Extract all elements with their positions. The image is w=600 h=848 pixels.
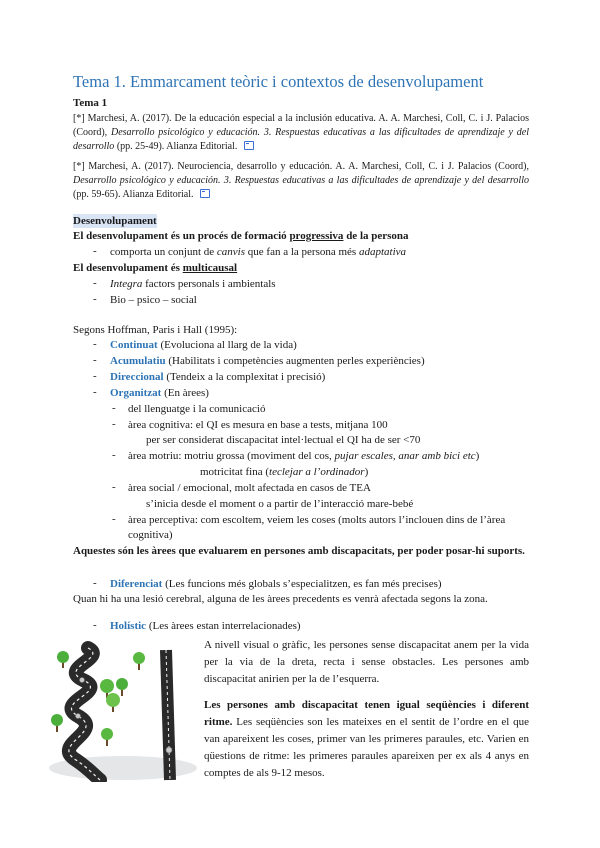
section-heading: Desenvolupament (73, 215, 157, 227)
feature-text: (En àrees) (161, 387, 209, 399)
feature-organitzat (110, 386, 209, 400)
bullet-dash: - (93, 245, 97, 257)
page-title: Tema 1. Emmarcament teòric i contextos de desenvolupament (73, 72, 484, 91)
list-item (110, 277, 276, 291)
reference-1-pages: (pp. 25-49). Alianza Editorial. (116, 141, 238, 152)
area-text: àrea motriu: motriu grossa (moviment del cos, (128, 450, 335, 462)
definition-progressive (73, 229, 409, 243)
definition-multicausal (73, 261, 237, 275)
definition-text: El desenvolupament és (73, 262, 183, 274)
bullet-dash: - (112, 481, 116, 493)
feature-label: Direccional (110, 371, 164, 383)
feature-text: (Evoluciona al llarg de la vida) (157, 339, 297, 351)
item-text: comporta un conjunt de (110, 246, 217, 258)
bullet-dash: - (112, 449, 116, 461)
definition-text: de la persona (343, 230, 409, 242)
feature-label: Organitzat (110, 387, 162, 399)
subtitle: Tema 1 (73, 97, 108, 109)
keyword-adaptativa: adaptativa (358, 246, 407, 258)
bullet-dash: - (93, 577, 97, 589)
bullet-dash: - (112, 513, 116, 525)
reference-1-book: Desarrollo psicológico y educación. 3. Respuestas educativas a las dificultades de aprendizaje y del desarrollo (73, 127, 530, 152)
feature-text: (Les àrees estan interrelacionades) (146, 620, 301, 632)
area-cognitive: àrea cognitiva: el QI es mesura en base a tests, mitjana 100 (128, 419, 388, 431)
feature-label: Diferenciat (110, 578, 163, 590)
tree-icon (57, 651, 69, 668)
roads-illustration (48, 640, 198, 782)
area-text: ) (475, 450, 480, 462)
item-text: que fan a la persona més (245, 246, 359, 258)
roads-image (48, 640, 198, 782)
tree-icon (51, 714, 63, 732)
definition-text: El desenvolupament és un procés de formació (73, 230, 290, 242)
area-example: pujar escales, anar amb bici etc (334, 450, 476, 462)
marker-icon (166, 747, 172, 753)
area-motor (128, 449, 479, 463)
item-text: Bio – psico – social (110, 294, 197, 306)
paragraph-visual: A nivell visual o gràfic, les persones sense discapacitat anem per la vida per la via de la dreta, recta i sense obstacles. Les persones amb discapacitat anirien per la de l’esquerra. (204, 639, 529, 685)
reference-2-pages: (pp. 59-65). Alianza Editorial. (73, 189, 194, 200)
keyword-integra: Integra (110, 278, 143, 290)
area-perceptive: àrea perceptiva: com escoltem, veiem les coses (molts autors l’inclouen dins de l’àrea (128, 514, 506, 526)
area-text: ) (364, 466, 369, 478)
reference-1-authors: [*] Marchesi, A. (2017). De la educación especial a la inclusión educativa. A. A. Marchesi, Coll, C. i J. Palacios (Coord), (73, 113, 529, 138)
definition-item (110, 245, 406, 259)
bullet-dash: - (93, 619, 97, 631)
item-text: factors personals i ambientals (142, 278, 276, 290)
keyword-multicausal: multicausal (182, 262, 238, 274)
feature-direccional (110, 370, 325, 384)
area-motor-fine (200, 465, 368, 479)
keyword-progressiva: progressiva (289, 230, 344, 242)
area-social: àrea social / emocional, molt afectada en casos de TEA (128, 482, 371, 494)
area-example: teclejar a l’ordinador (269, 466, 365, 478)
feature-text: (Tendeix a la complexitat i precisió) (163, 371, 326, 383)
feature-text: (Habilitats i competències augmenten perles experiències) (165, 355, 425, 367)
reference-2-book: Desarrollo psicológico y educación. 3. Respuestas educativas a las dificultades de aprendizaje y del desarrollo (73, 175, 529, 186)
citation-icon[interactable] (244, 141, 254, 150)
reference-2 (73, 160, 529, 202)
paragraph-rhythm (204, 697, 529, 782)
tree-icon (106, 693, 120, 712)
bullet-dash: - (93, 277, 97, 289)
bullet-dash: - (93, 293, 97, 305)
area-text: motricitat fina ( (200, 466, 270, 478)
tree-icon (133, 652, 145, 670)
area-language: del llenguatge i la comunicació (128, 403, 266, 415)
feature-diferenciat (110, 577, 442, 591)
feature-text: (Les funcions més globals s’especialitzen, es fan més precises) (162, 578, 442, 590)
feature-label: Acumulatiu (110, 355, 166, 367)
hoffman-intro: Segons Hoffman, Paris i Hall (1995): (73, 324, 238, 336)
tree-icon (116, 678, 128, 696)
rhythm-statement: Les persones amb discapacitat tenen igual seqüències i diferent ritme. (204, 699, 529, 728)
obstacle-icon (76, 714, 81, 719)
area-social-detail: s’inicia desde el moment o a partir de l’interacció mare-bebé (146, 498, 414, 510)
area-cognitive-detail: per ser considerat discapacitat intel·lectual el QI ha de ser <70 (146, 434, 421, 446)
bullet-dash: - (93, 354, 97, 366)
citation-icon[interactable] (200, 189, 210, 198)
bullet-dash: - (112, 402, 116, 414)
feature-label: Holístic (110, 620, 147, 632)
obstacle-icon (80, 678, 85, 683)
feature-acumulatiu (110, 354, 425, 368)
bullet-dash: - (93, 338, 97, 350)
list-item (110, 293, 197, 307)
feature-continuat (110, 338, 297, 352)
bullet-dash: - (93, 370, 97, 382)
rhythm-explanation: Les seqüències son les mateixes en el sentit de l’ordre en el que van apareixent les coses, primer van les primeres paraules, etc. Varien en qüestions de ritme: les primeres paraules apareixen per ex als 4 anys en comptes de als 9-12 mesos. (204, 716, 529, 779)
bullet-dash: - (93, 386, 97, 398)
tree-icon (101, 728, 113, 746)
reference-2-authors: [*] Marchesi, A. (2017). Neurociencia, desarrollo y educación. A. A. Marchesi, Coll, C. i J. Palacios (Coord), (73, 161, 529, 172)
lesion-note: Quan hi ha una lesió cerebral, alguna de les àrees precedents es venrà afectada segons la zona. (73, 593, 488, 605)
area-perceptive-detail: cognitiva) (128, 529, 173, 541)
keyword-canvis: canvis (216, 246, 246, 258)
bullet-dash: - (112, 418, 116, 430)
feature-label: Continuat (110, 339, 158, 351)
areas-note: Aquestes són les àrees que evaluarem en persones amb discapacitats, per poder posar-hi suports. (73, 545, 525, 557)
feature-holistic (110, 619, 301, 633)
reference-1 (73, 112, 529, 154)
